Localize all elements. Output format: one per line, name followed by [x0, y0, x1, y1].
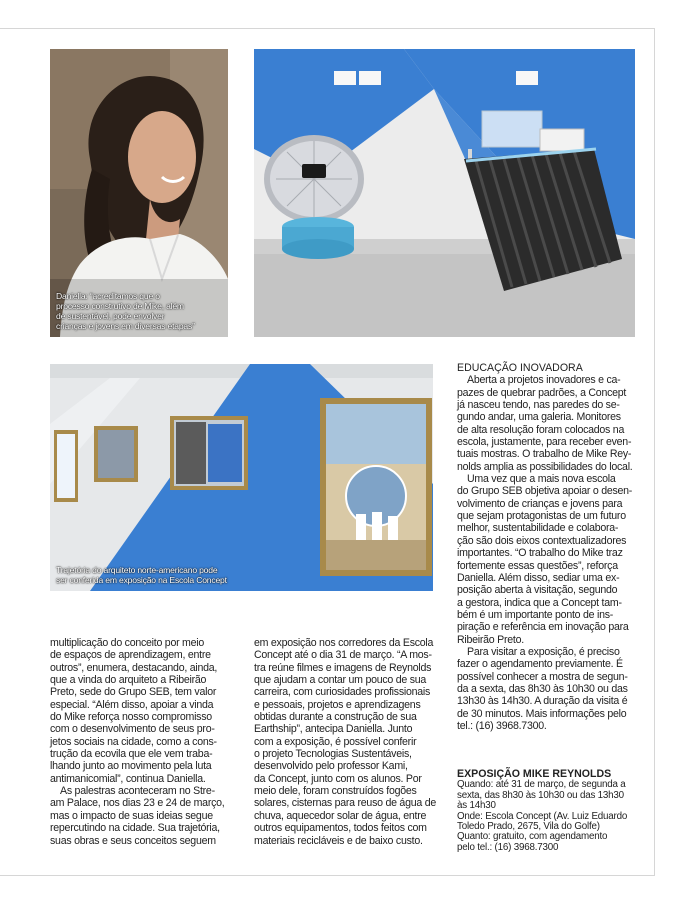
- section-heading: EDUCAÇÃO INOVADORA: [457, 362, 583, 374]
- portrait-caption: [56, 291, 222, 331]
- text-line: tra reúne filmes e imagens de Reynolds: [254, 661, 432, 674]
- text-line: obtidas durante a construção de sua: [254, 711, 417, 724]
- text-line: possível conhecer a mostra de segun-: [457, 670, 628, 683]
- solar-exhibit-image: [254, 49, 635, 337]
- info-line: Toledo Prado, 2675, Vila do Golfe): [457, 821, 600, 833]
- text-line: a gestora, indica que a Concept tam-: [457, 596, 622, 609]
- text-line: fortemente essas questões”, reforça: [457, 559, 618, 572]
- text-line: que ajudam a contar um pouco de sua: [254, 674, 427, 687]
- text-line: tel.: (16) 3968.7300.: [457, 719, 547, 732]
- info-line: Quando: até 31 de março, de segunda a: [457, 779, 626, 791]
- text-line: jetos sociais na cidade, como a cons-: [50, 735, 217, 748]
- text-line: nolds amplia as possibilidades do local.: [457, 460, 633, 473]
- text-line: Aberta a projetos inovadores e ca-: [467, 374, 621, 387]
- text-line: Concept até o dia 31 de março. “A mos-: [254, 649, 432, 662]
- text-line: Ribeirão Preto.: [457, 633, 524, 646]
- article-column-middle: [254, 637, 436, 847]
- text-line: solares, cisternas para reuso de água de: [254, 797, 436, 810]
- text-line: Para visitar a exposição, é preciso: [467, 645, 620, 658]
- text-line: materiais recicláveis e de baixo custo.: [254, 834, 423, 847]
- text-line: de espaços de aprendizagem, entre: [50, 649, 211, 662]
- page-right-rule: [654, 28, 655, 876]
- info-line: Onde: Escola Concept (Av. Luiz Eduardo: [457, 810, 628, 822]
- text-line: melhor, sustentabilidade e colabora-: [457, 522, 619, 535]
- info-line: sexta, das 8h30 às 10h30 ou das 13h30: [457, 789, 624, 801]
- text-line: que a vinda do arquiteto a Ribeirão: [50, 674, 207, 687]
- text-line: posição aberta à visitação, segundo: [457, 584, 618, 597]
- text-line: bém é um importante ponto de ins-: [457, 608, 614, 621]
- text-line: importantes. “O trabalho do Mike traz: [457, 547, 623, 560]
- info-box-title: EXPOSIÇÃO MIKE REYNOLDS: [457, 768, 612, 780]
- text-line: que sejam protagonistas de um futuro: [457, 510, 626, 523]
- text-line: em exposição nos corredores da Escola: [254, 637, 434, 649]
- solar-exhibit-photo: [254, 49, 635, 337]
- text-line: chuva, aquecedor solar de água, entre: [254, 809, 427, 822]
- caption-line: ser conferida em exposição na Escola Concept: [56, 575, 227, 585]
- portrait-photo: [50, 49, 228, 337]
- text-line: Daniella. Além disso, sediar uma ex-: [457, 571, 620, 584]
- gallery-image: [50, 364, 433, 591]
- text-line: outros”, enumera, destacando, ainda,: [50, 661, 218, 674]
- text-line: desenvolvido pelo professor Kami,: [254, 760, 408, 773]
- text-line: o projeto Tecnologias Sustentáveis,: [254, 748, 412, 761]
- text-line: de alta resolução foram colocados na: [457, 423, 625, 436]
- text-line: As palestras aconteceram no Stre-: [60, 785, 215, 798]
- text-line: am Palace, nos dias 23 e 24 de março,: [50, 797, 225, 810]
- text-line: e pessoais, projetos e aprendizagens: [254, 698, 421, 711]
- text-line: pazes de quebrar padrões, a Concept: [457, 386, 627, 399]
- text-line: gundo andar, uma galeria. Monitores: [457, 411, 621, 424]
- text-line: escola, justamente, para receber even-: [457, 436, 632, 449]
- article-column-left: [50, 637, 233, 847]
- caption-line: crianças e jovens em diversas etapas”: [56, 321, 195, 331]
- text-line: com a exposição, é possível conferir: [254, 735, 417, 748]
- text-line: do Mike reforça nosso compromisso: [50, 711, 212, 724]
- gallery-caption: [56, 565, 427, 585]
- text-line: tuais mostras. O trabalho de Mike Rey-: [457, 448, 632, 461]
- text-line: suas obras e seus conceitos seguem: [50, 834, 216, 847]
- text-line: especial. “Além disso, apoiar a vinda: [50, 698, 214, 711]
- text-line: antimanicomial”, continua Daniella.: [50, 772, 206, 785]
- text-line: meio dele, foram construídos fogões: [254, 785, 417, 798]
- caption-line: de sustentável, pode envolver: [56, 311, 165, 321]
- text-line: Preto, sede do Grupo SEB, tem valor: [50, 686, 217, 699]
- text-line: multiplicação do conceito por meio: [50, 637, 205, 649]
- page-top-rule: [0, 28, 655, 29]
- text-line: lhando junto ao movimento pela luta: [50, 760, 212, 773]
- text-line: piração e referência em inovação para: [457, 621, 629, 634]
- info-line: Quanto: gratuito, com agendamento: [457, 831, 608, 843]
- text-line: Uma vez que a mais nova escola: [467, 473, 616, 486]
- text-line: carreira, com curiosidades profissionais: [254, 686, 431, 699]
- caption-line: Daniella: “acreditamos que o: [56, 291, 160, 301]
- text-line: já nasceu tendo, nas paredes do se-: [457, 399, 620, 412]
- text-line: trução da ecovila que ele vem traba-: [50, 748, 213, 761]
- info-line: às 14h30: [457, 800, 496, 812]
- page-bottom-rule: [0, 875, 655, 876]
- text-line: do Grupo SEB objetiva apoiar o desen-: [457, 485, 633, 498]
- text-line: volvimento de crianças e jovens para: [457, 497, 623, 510]
- exhibition-info-box: [457, 769, 637, 853]
- text-line: da a sexta, das 8h30 às 10h30 ou das: [457, 682, 628, 695]
- info-line: pelo tel.: (16) 3968.7300: [457, 841, 559, 853]
- text-line: 13h30 às 14h30. A duração da visita é: [457, 695, 628, 708]
- caption-line: Trajetória do arquiteto norte-americano pode: [56, 565, 218, 575]
- text-line: outros equipamentos, todos feitos com: [254, 822, 427, 835]
- text-line: fazer o agendamento previamente. É: [457, 658, 623, 671]
- text-line: Earthship”, antecipa Daniella. Junto: [254, 723, 413, 736]
- text-line: ção são dois eixos contextualizadores: [457, 534, 627, 547]
- text-line: de 30 minutos. Mais informações pelo: [457, 707, 627, 720]
- text-line: repercutindo na cidade. Sua trajetória,: [50, 822, 220, 835]
- caption-line: processo construtivo de Mike, além: [56, 301, 184, 311]
- article-column-right: [457, 362, 637, 732]
- text-line: com o desenvolvimento de seus pro-: [50, 723, 215, 736]
- text-line: da Concept, junto com os alunos. Por: [254, 772, 422, 785]
- text-line: mas o impacto de suas ideias segue: [50, 809, 213, 822]
- gallery-photo: [50, 364, 433, 591]
